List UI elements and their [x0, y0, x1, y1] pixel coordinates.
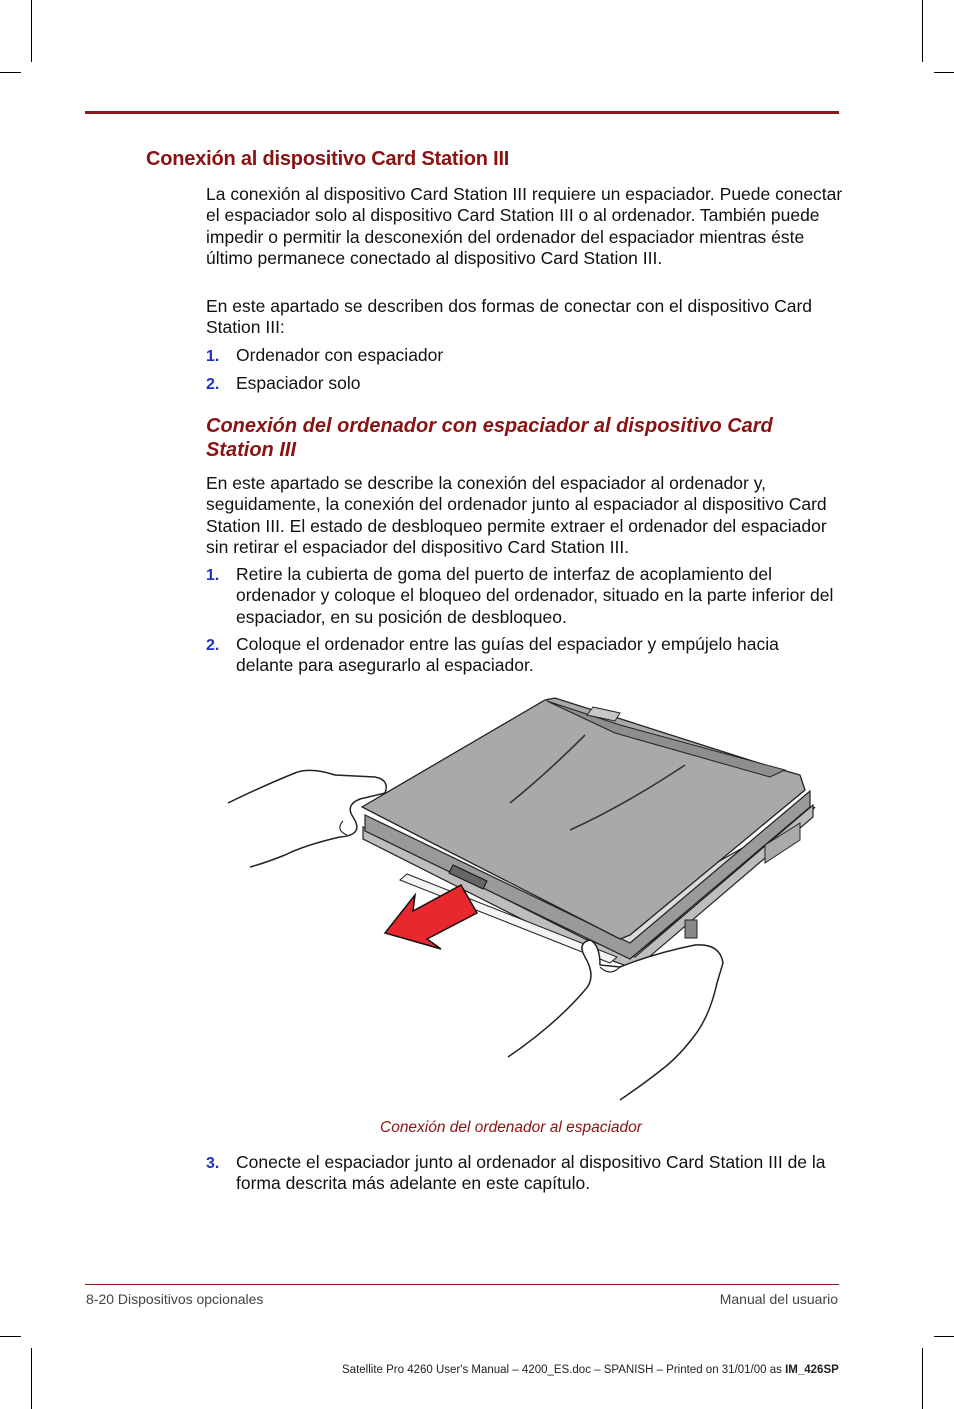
subsection-title: Conexión del ordenador con espaciador al dispositivo Card Station III — [206, 415, 773, 461]
step-text: Conecte el espaciador junto al ordenador al dispositivo Card Station III de la forma descrita más adelante en este capítulo. — [236, 1152, 826, 1194]
subsection-paragraph: En este apartado se describe la conexión del espaciador al ordenador y, seguidamente, la conexión del ordenador junto al espaciador al dispositivo Card Station III. El estado de desbloqueo permite extraer el ordenador del espaciador sin retirar el espaciador del dispositivo Card Station III. — [206, 473, 827, 557]
figure-caption: Conexión del ordenador al espaciador — [380, 1119, 642, 1136]
step-item — [206, 634, 846, 677]
crop-mark — [922, 1348, 923, 1409]
methods-paragraph: En este apartado se describen dos formas de conectar con el dispositivo Card Station III: — [206, 296, 813, 338]
list-number: 2. — [206, 376, 220, 393]
section-title: Conexión al dispositivo Card Station III — [146, 148, 510, 170]
list-number: 1. — [206, 348, 220, 365]
crop-mark — [934, 72, 954, 73]
step-item — [206, 564, 846, 628]
crop-mark — [0, 1336, 21, 1337]
step-number: 1. — [206, 567, 220, 584]
footer-rule — [85, 1284, 839, 1285]
crop-mark — [922, 0, 923, 62]
footer-page-label: 8-20 Dispositivos opcionales — [86, 1291, 264, 1307]
crop-mark — [31, 0, 32, 62]
step-item — [206, 1152, 846, 1195]
print-info-text: Satellite Pro 4260 User's Manual – 4200_ES.doc – SPANISH – Printed on 31/01/00 as — [342, 1364, 782, 1376]
intro-paragraph: La conexión al dispositivo Card Station III requiere un espaciador. Puede conectar el espaciador solo al dispositivo Card Station III o al ordenador. También puede impedir o permitir la desconexión del ordenador del espaciador mientras éste último permanece conectado al dispositivo Card Station III. — [206, 184, 843, 268]
crop-mark — [934, 1336, 954, 1337]
list-text: Ordenador con espaciador — [236, 345, 444, 365]
crop-mark — [31, 1348, 32, 1409]
list-item — [206, 373, 846, 394]
step-number: 3. — [206, 1155, 220, 1172]
print-info — [342, 1364, 839, 1376]
header-rule — [85, 111, 839, 114]
crop-mark — [0, 72, 21, 73]
step-number: 2. — [206, 637, 220, 654]
step-text: Coloque el ordenador entre las guías del espaciador y empújelo hacia delante para asegurarlo al espaciador. — [236, 634, 779, 676]
laptop-spacer-illustration — [225, 695, 825, 1105]
list-item — [206, 345, 846, 366]
list-text: Espaciador solo — [236, 373, 361, 393]
print-code: IM_426SP — [785, 1364, 839, 1376]
footer-manual-label: Manual del usuario — [719, 1291, 838, 1307]
step-text: Retire la cubierta de goma del puerto de interfaz de acoplamiento del ordenador y coloque el bloqueo del ordenador, situado en la parte inferior del espaciador, en su posición de desbloqueo. — [236, 564, 834, 627]
